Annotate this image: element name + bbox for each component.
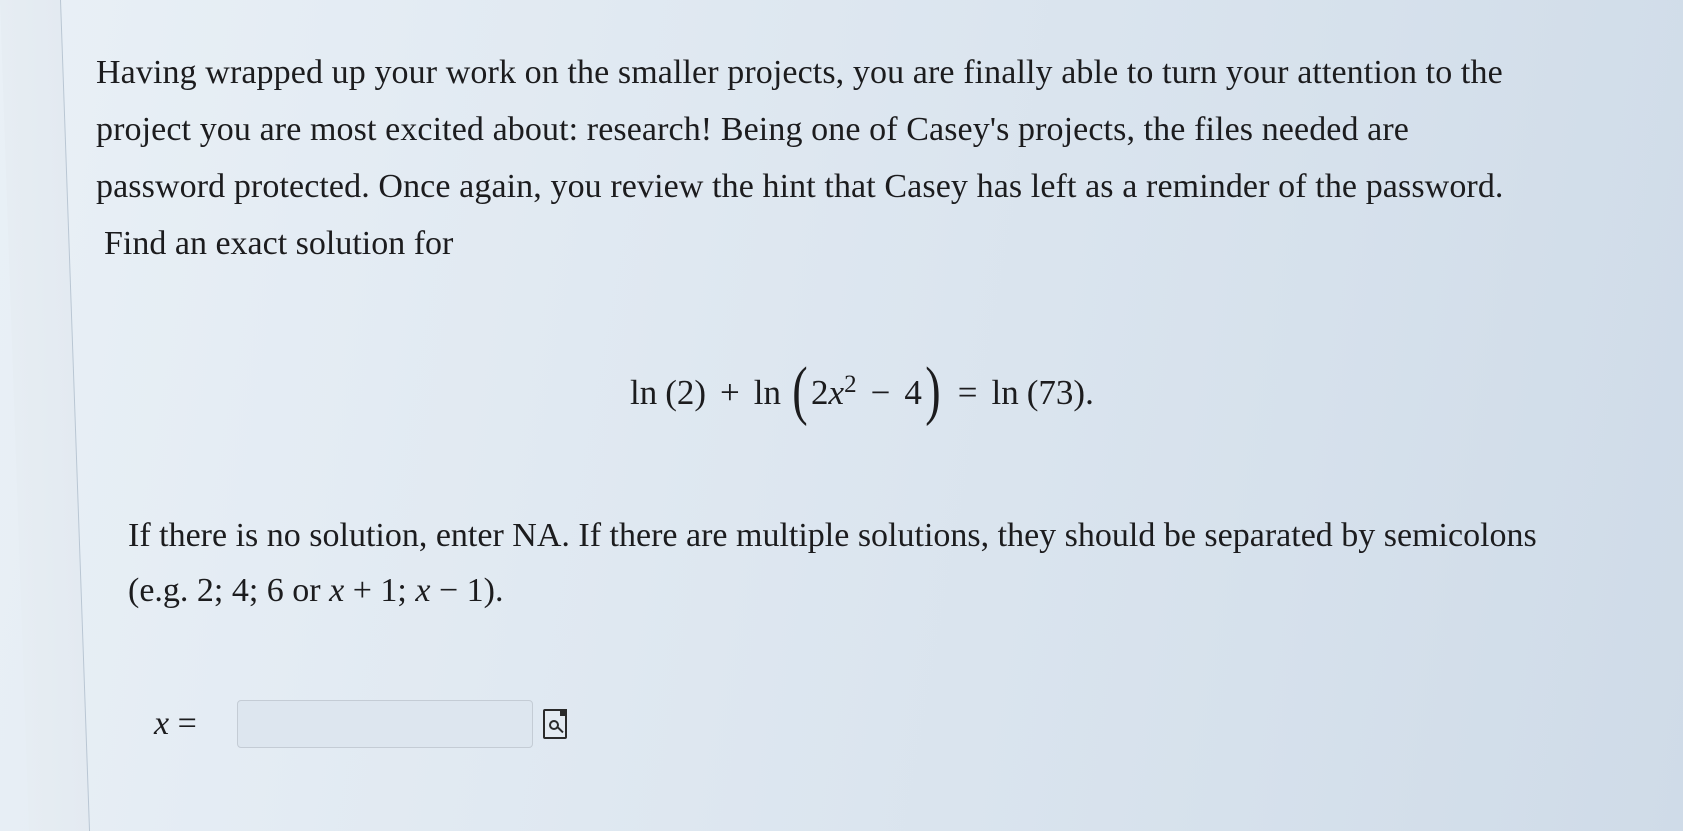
eq-ln-1: ln	[630, 373, 658, 412]
eq-open-paren: (	[792, 354, 808, 427]
eq-exponent: 2	[844, 371, 857, 398]
eq-ln-2: ln	[753, 373, 782, 412]
eq-coef: 2	[811, 373, 829, 412]
screen-bezel-edge	[0, 0, 90, 831]
instructions-line-2-prefix: (e.g. 2; 4; 6 or	[128, 572, 330, 609]
answer-row	[154, 700, 567, 748]
problem-statement	[96, 44, 1656, 272]
magnifier-handle	[557, 727, 563, 733]
eq-plus: +	[720, 373, 740, 412]
paragraph-line-3: password protected. Once again, you review the hint that Casey has left as a reminder of the password.	[96, 168, 1504, 205]
eq-ln-3: ln	[991, 373, 1019, 412]
instructions-line-1: If there is no solution, enter NA. If there are multiple solutions, they should be separated by semicolons	[128, 517, 1537, 554]
equation	[630, 354, 1094, 427]
problem-prompt: Find an exact solution for	[104, 225, 454, 262]
answer-input[interactable]	[237, 700, 533, 748]
instructions-example-rest-1: + 1;	[344, 572, 416, 609]
preview-icon[interactable]	[543, 709, 567, 739]
eq-minus: −	[870, 373, 891, 412]
answer-instructions	[128, 508, 1658, 618]
preview-icon-fold	[560, 709, 567, 716]
paragraph-line-2: project you are most excited about: research! Being one of Casey's projects, the files needed are	[96, 111, 1409, 148]
answer-variable: x	[154, 705, 170, 742]
eq-equals: =	[957, 373, 978, 412]
instructions-example-var-2: x	[415, 572, 431, 609]
eq-var: x	[828, 373, 845, 412]
eq-arg-3: (73)	[1026, 373, 1086, 412]
eq-arg-1: (2)	[665, 373, 707, 412]
answer-equals: =	[169, 705, 197, 742]
paragraph-line-1: Having wrapped up your work on the smaller projects, you are finally able to turn your attention to the	[96, 54, 1503, 91]
eq-const: 4	[904, 373, 922, 412]
problem-paragraph	[96, 44, 1656, 215]
instructions-example-var-1: x	[329, 572, 345, 609]
eq-close-paren: )	[925, 354, 941, 427]
instructions-example-rest-2: − 1).	[430, 572, 504, 609]
answer-label	[154, 705, 197, 743]
eq-period: .	[1085, 373, 1094, 412]
